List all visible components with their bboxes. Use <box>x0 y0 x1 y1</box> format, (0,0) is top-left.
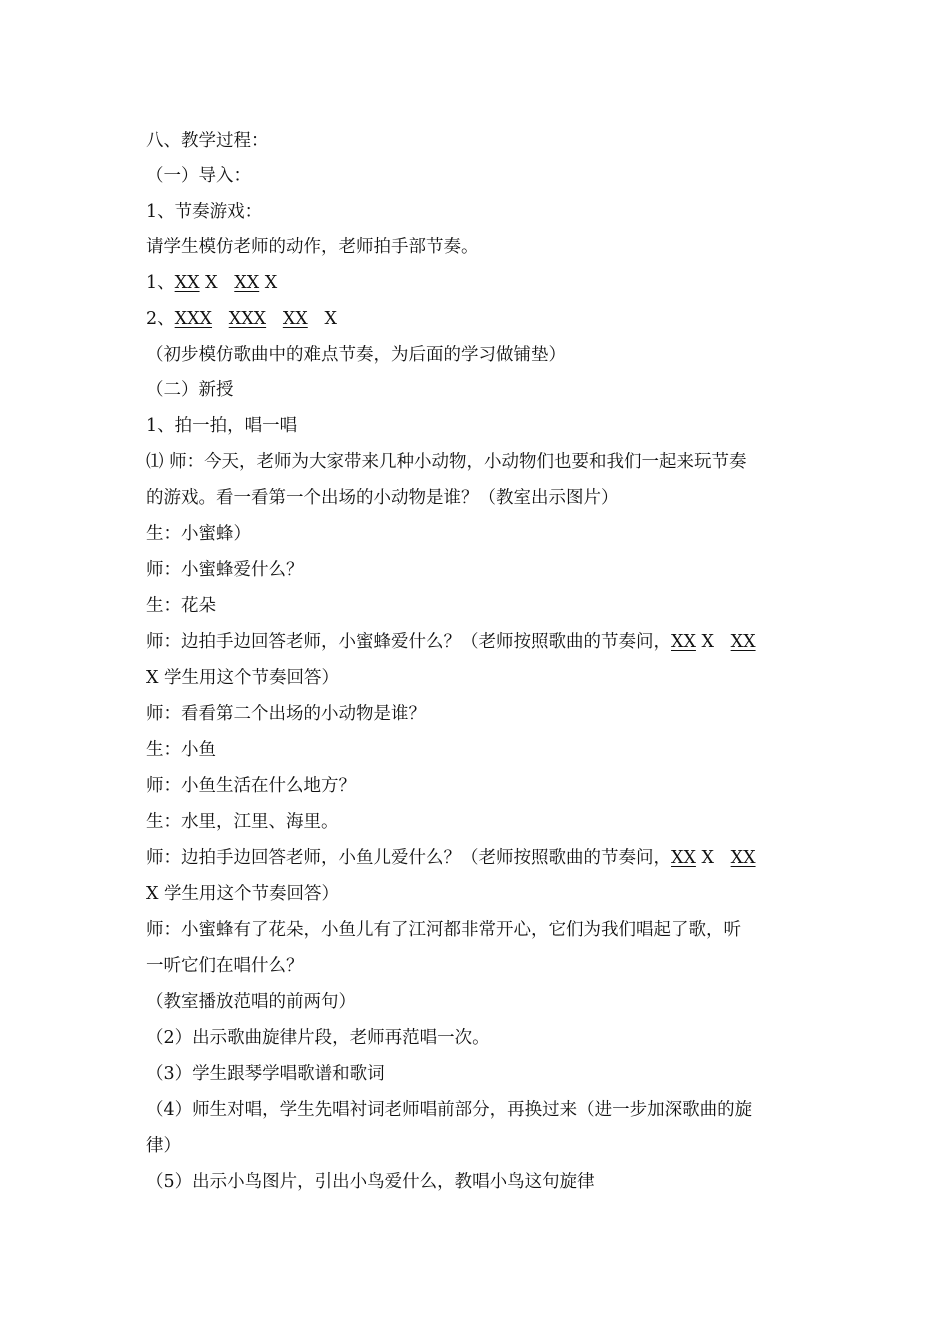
rhythm-1-beat-d: X <box>259 273 278 293</box>
paragraph-line: ⑴ 师：今天，老师为大家带来几种小动物，小动物们也要和我们一起来玩节奏 <box>146 452 747 472</box>
rhythm-beat: X <box>695 632 731 652</box>
rhythm-pattern-2 <box>146 307 816 331</box>
section-heading: 八、教学过程： <box>146 131 269 151</box>
stage-note: （教室播放范唱的前两句） <box>146 992 356 1012</box>
dialogue-line: 生：花朵 <box>146 596 216 616</box>
step-4-cont: 律） <box>146 1136 181 1156</box>
step-5: （5）出示小鸟图片，引出小鸟爱什么，教唱小鸟这句旋律 <box>146 1172 595 1192</box>
rhythm-game-title: 1、节奏游戏： <box>146 202 263 222</box>
dialogue-line-with-rhythm <box>146 846 816 870</box>
rhythm-2-beat-d: X <box>307 309 337 329</box>
rhythm-2-space-2 <box>266 309 283 329</box>
rhythm-2-beat-a: XXX <box>174 309 213 329</box>
activity-title: 1、拍一拍，唱一唱 <box>146 416 298 436</box>
dialogue-line: 师：小蜜蜂爱什么？ <box>146 560 304 580</box>
rhythm-2-prefix: 2、 <box>146 309 175 329</box>
step-3: （3）学生跟琴学唱歌谱和歌词 <box>146 1064 385 1084</box>
rhythm-1-beat-a: XX <box>174 273 200 293</box>
dialogue-text: 师：边拍手边回答老师，小蜜蜂爱什么？（老师按照歌曲的节奏问， <box>146 632 671 652</box>
rhythm-game-note: （初步模仿歌曲中的难点节奏，为后面的学习做铺垫） <box>146 345 566 365</box>
dialogue-line: 生：小蜜蜂） <box>146 524 251 544</box>
rhythm-beat: XX <box>730 632 756 652</box>
dialogue-line: 师：看看第二个出场的小动物是谁？ <box>146 704 426 724</box>
rhythm-2-beat-b: XXX <box>228 309 267 329</box>
dialogue-line: X 学生用这个节奏回答） <box>146 884 340 904</box>
dialogue-line-with-rhythm <box>146 630 816 654</box>
dialogue-line: 一听它们在唱什么？ <box>146 956 304 976</box>
rhythm-1-beat-c: XX <box>234 273 260 293</box>
paragraph-line: 的游戏。看一看第一个出场的小动物是谁？（教室出示图片） <box>146 488 619 508</box>
dialogue-text: 师：边拍手边回答老师，小鱼儿爱什么？（老师按照歌曲的节奏问， <box>146 848 671 868</box>
dialogue-line: 生：小鱼 <box>146 740 216 760</box>
rhythm-beat: XX <box>671 848 696 868</box>
rhythm-beat: XX <box>671 632 696 652</box>
dialogue-line: 师：小蜜蜂有了花朵，小鱼儿有了江河都非常开心，它们为我们唱起了歌，听 <box>146 920 741 940</box>
rhythm-beat: X <box>695 848 731 868</box>
step-4: （4）师生对唱，学生先唱衬词老师唱前部分，再换过来（进一步加深歌曲的旋 <box>146 1100 753 1120</box>
rhythm-2-beat-c: XX <box>282 309 308 329</box>
rhythm-pattern-1 <box>146 271 816 295</box>
rhythm-beat: XX <box>730 848 756 868</box>
rhythm-1-prefix: 1、 <box>146 273 175 293</box>
dialogue-line: 生：水里，江里、海里。 <box>146 812 339 832</box>
dialogue-line: X 学生用这个节奏回答） <box>146 668 340 688</box>
rhythm-1-beat-b: X <box>199 273 235 293</box>
subsection-title-intro: （一）导入： <box>146 166 251 186</box>
rhythm-game-instruction: 请学生模仿老师的动作，老师拍手部节奏。 <box>146 237 479 257</box>
rhythm-2-space-1 <box>212 309 229 329</box>
dialogue-line: 师：小鱼生活在什么地方？ <box>146 776 356 796</box>
subsection-title-new: （二）新授 <box>146 380 234 400</box>
step-2: （2）出示歌曲旋律片段，老师再范唱一次。 <box>146 1028 490 1048</box>
